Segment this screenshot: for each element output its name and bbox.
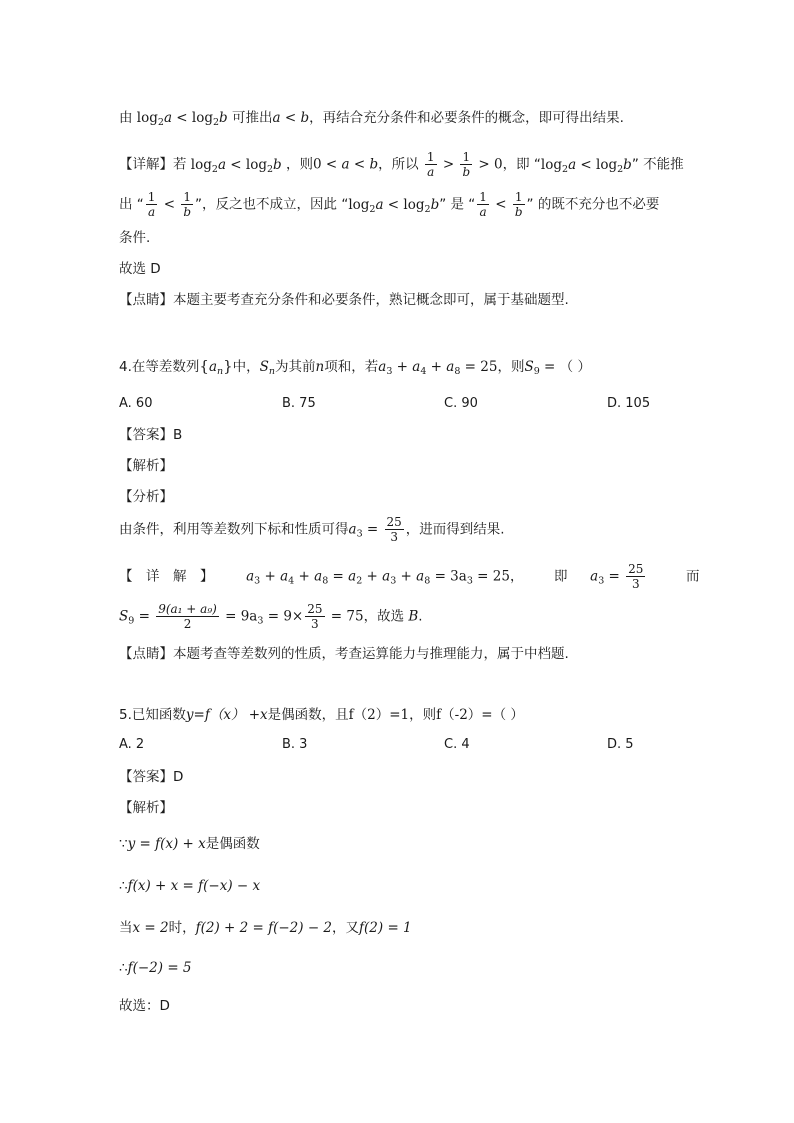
q5-step-4: ∴f(−2) = 5	[119, 960, 192, 976]
q5-step-3: 当x = 2时，f(2) + 2 = f(−2) − 2，又f(2) = 1	[119, 920, 412, 936]
q5-step-1: ∵y = f(x) + x是偶函数	[119, 836, 260, 852]
frac-1-over-b: $\frac{1}{b}$	[183, 190, 192, 219]
q5-option-a: A. 2	[119, 737, 145, 752]
math-log2b: $\log_2b$	[191, 110, 228, 128]
q4-option-b: B. 75	[282, 396, 316, 411]
math-log2a: $\log_2a$	[136, 110, 172, 128]
detail-line-2: 出 “ $\frac{1}{a}$ < $\frac{1}{b}$ ”，反之也不成立，因此 “$\log_2a < \log_2b$” 是 “ $\frac{1}{a}$ < $\frac{1}{b}$ ” 的既不充分也不必要	[119, 190, 660, 219]
frac-1-over-b: $\frac{1}{b}$	[514, 190, 523, 219]
q4-detail-line-1: 【 详 解 】 $a_3 + a_4 + a_8 = a_2 + a_3 + a_8 = 3a_3 = 25$， 即 $a_3$ = $\frac{25}{3}$ 而	[119, 562, 700, 591]
detail-line-3: 条件.	[119, 230, 151, 246]
q4-fenxi-label: 【分析】	[119, 489, 173, 505]
q5-answer: 【答案】D	[119, 769, 184, 785]
q4-analysis-label: 【解析】	[119, 458, 173, 474]
point-label: 【点睛】	[119, 292, 173, 308]
analysis-paragraph: 由 $\log_2a < \log_2b$ 可推出a < b，再结合充分条件和必要条件的概念，即可得出结果.	[119, 110, 624, 128]
frac-1-over-b: $\frac{1}{b}$	[462, 150, 471, 179]
q5-option-b: B. 3	[282, 737, 308, 752]
frac-25-over-3: $\frac{25}{3}$	[628, 562, 644, 591]
frac-1-over-a: $\frac{1}{a}$	[426, 150, 435, 179]
q4-option-d: D. 105	[607, 396, 651, 411]
frac-1-over-a: $\frac{1}{a}$	[147, 190, 156, 219]
q4-option-c: C. 90	[444, 396, 478, 411]
q5-final-answer: 故选：D	[119, 998, 170, 1014]
q4-detail-label: 【 详 解 】	[119, 568, 214, 585]
frac-sum-over-2: $\frac{\text{9(a₁ + a₉)}}{2}$	[158, 602, 217, 631]
question-4-stem: 4.在等差数列$\{a_n\}$中，$S_n$为其前n项和，若$a_3 + a_4 + a_8 = 25$，则$S_9$ = （ ）	[119, 357, 591, 377]
q5-analysis-label: 【解析】	[119, 800, 173, 816]
point-note: 【点睛】本题主要考查充分条件和必要条件，熟记概念即可，属于基础题型.	[119, 292, 569, 308]
q5-option-d: D. 5	[607, 737, 634, 752]
q4-answer: 【答案】B	[119, 427, 183, 443]
detail-line-1: 【详解】若 $\log_2a < \log_2b$ ，则0 < a < b，所以 $\frac{1}{a}$ > $\frac{1}{b}$ > 0，即 “$\log_2a < \log_2b$” 不能推	[119, 150, 684, 179]
frac-1-over-a: $\frac{1}{a}$	[479, 190, 487, 219]
detail-label: 【详解】	[119, 156, 173, 173]
q5-option-c: C. 4	[444, 737, 470, 752]
question-5-stem: 5.已知函数y=f（x） +x是偶函数，且f（2）=1，则f（-2）=（ ）	[119, 707, 524, 723]
frac-25-over-3: $\frac{25}{3}$	[307, 602, 323, 631]
frac-25-over-3: $\frac{25}{3}$	[386, 515, 402, 544]
q4-fenxi-text: 由条件，利用等差数列下标和性质可得$a_3$ = $\frac{25}{3}$ ，进而得到结果.	[119, 515, 505, 544]
q4-detail-line-2: $S_9$ = $\frac{\text{9(a₁ + a₉)}}{2}$ = $9a_3 = 9\times$ $\frac{25}{3}$ = 75，故选 B.	[119, 602, 423, 631]
q5-step-2: ∴f(x) + x = f(−x) − x	[119, 878, 261, 894]
answer-choice: 故选 D	[119, 261, 161, 277]
math-log-inequality: $\log_2a < \log_2b$	[190, 156, 282, 175]
q4-option-a: A. 60	[119, 396, 153, 411]
q4-point-note: 【点睛】本题考查等差数列的性质，考查运算能力与推理能力，属于中档题.	[119, 646, 569, 662]
